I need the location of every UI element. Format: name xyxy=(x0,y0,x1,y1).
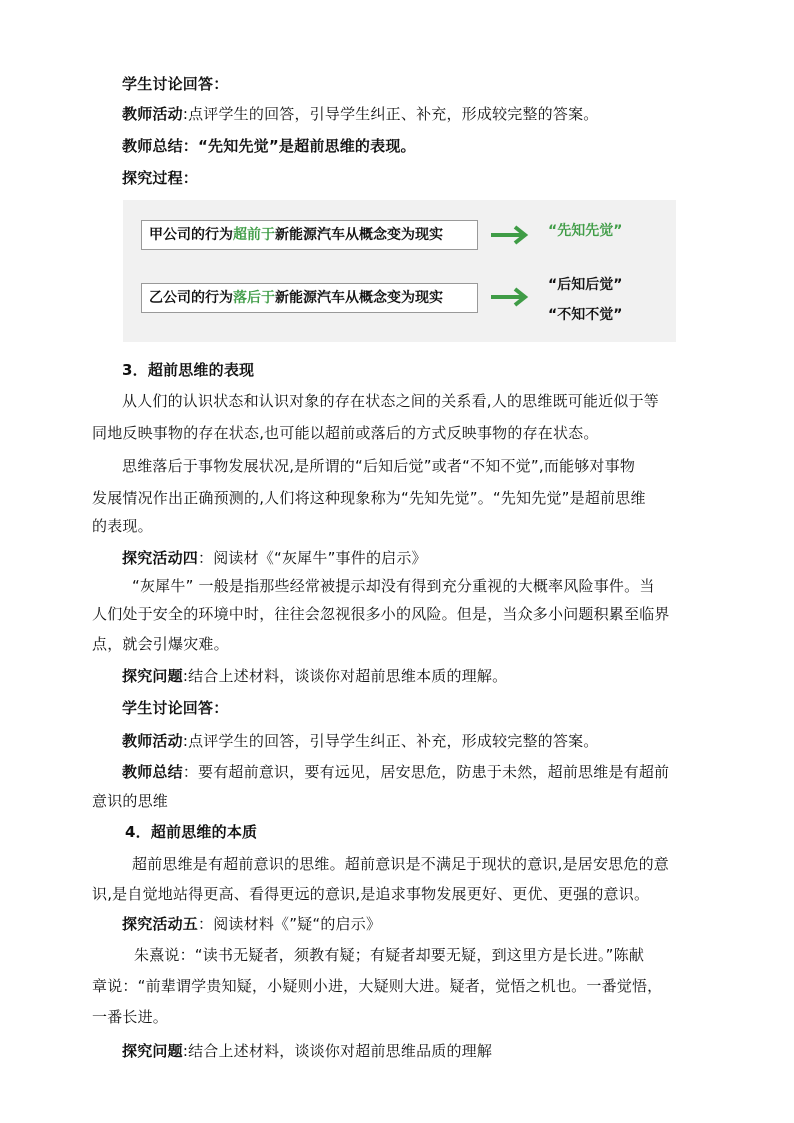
paragraph-line: 一番长进。 xyxy=(92,1008,169,1026)
paragraph-line: 人们处于安全的环境中时，往往会忽视很多小的风险。但是，当众多小问题积累至临界 xyxy=(92,605,670,623)
teacher-activity-line xyxy=(122,731,598,751)
paragraph-line: 超前思维是有超前意识的思维。超前意识是不满足于现状的意识,是居安思危的意 xyxy=(132,855,669,873)
teacher-activity-label: 教师活动 xyxy=(122,105,183,123)
teacher-summary-text: ：要有超前意识，要有远见，居安思危，防患于未然，超前思维是有超前 xyxy=(182,763,670,781)
paragraph-line: 识,是自觉地站得更高、看得更远的意识,是追求事物发展更好、更优、更强的意识。 xyxy=(92,885,650,903)
paragraph-line: 思维落后于事物发展状况,是所谓的“后知后觉”或者“不知不觉”,而能够对事物 xyxy=(122,457,636,475)
teacher-activity-text: :点评学生的回答，引导学生纠正、补充，形成较完整的答案。 xyxy=(182,105,599,123)
question-4-line xyxy=(122,666,507,686)
question-4-text: :结合上述材料，谈谈你对超前思维本质的理解。 xyxy=(182,667,508,685)
student-discussion-label: 学生讨论回答： xyxy=(122,699,229,717)
teacher-activity-label: 教师活动 xyxy=(122,732,183,750)
paragraph-line: 的表现。 xyxy=(92,517,153,535)
paragraph-line: 从人们的认识状态和认识对象的存在状态之间的关系看,人的思维既可能近似于等 xyxy=(122,392,659,410)
right-arrow-icon xyxy=(491,225,531,245)
result-hindsight: “后知后觉” xyxy=(548,277,623,293)
section-4-heading: 4．超前思维的本质 xyxy=(125,823,258,841)
teacher-summary-line: 教师总结：“先知先觉”是超前思维的表现。 xyxy=(122,137,416,155)
comparison-diagram xyxy=(123,200,676,342)
company-a-post: 新能源汽车从概念变为现实 xyxy=(275,227,443,243)
company-a-box xyxy=(141,220,478,250)
teacher-activity-line xyxy=(122,104,598,124)
company-a-highlight: 超前于 xyxy=(233,227,275,243)
teacher-summary-line xyxy=(122,762,669,782)
activity-5-text: ：阅读材料《”疑“的启示》 xyxy=(198,915,382,933)
question-5-line xyxy=(122,1041,492,1061)
company-a-pre: 甲公司的行为 xyxy=(149,227,233,243)
activity-5-line xyxy=(122,914,381,934)
question-5-text: :结合上述材料，谈谈你对超前思维品质的理解 xyxy=(182,1042,493,1060)
section-3-heading: 3．超前思维的表现 xyxy=(122,361,255,379)
activity-4-text: ：阅读材《“灰犀牛”事件的启示》 xyxy=(198,549,427,567)
result-foresight: “先知先觉” xyxy=(548,223,623,239)
teacher-activity-text: :点评学生的回答，引导学生纠正、补充，形成较完整的答案。 xyxy=(182,732,599,750)
student-discussion-label: 学生讨论回答： xyxy=(122,75,229,93)
paragraph-line: 章说：“前辈谓学贵知疑，小疑则小进，大疑则大进。疑者，觉悟之机也。一番觉悟， xyxy=(92,977,663,995)
result-unaware: “不知不觉” xyxy=(548,307,623,323)
company-b-post: 新能源汽车从概念变为现实 xyxy=(275,290,443,306)
company-b-pre: 乙公司的行为 xyxy=(149,290,233,306)
company-b-box xyxy=(141,283,478,313)
question-5-label: 探究问题 xyxy=(122,1042,183,1060)
activity-4-label: 探究活动四 xyxy=(122,549,199,567)
paragraph-line: 同地反映事物的存在状态,也可能以超前或落后的方式反映事物的存在状态。 xyxy=(92,424,599,442)
paragraph-line: 朱熹说：“读书无疑者，须教有疑；有疑者却要无疑，到这里方是长进。”陈献 xyxy=(134,946,645,964)
question-4-label: 探究问题 xyxy=(122,667,183,685)
activity-4-line xyxy=(122,548,427,568)
paragraph-line: “灰犀牛” 一般是指那些经常被提示却没有得到充分重视的大概率风险事件。当 xyxy=(132,577,655,595)
paragraph-line: 点，就会引爆灾难。 xyxy=(92,635,229,653)
exploration-process-label: 探究过程： xyxy=(122,169,199,187)
right-arrow-icon xyxy=(491,287,531,307)
company-b-highlight: 落后于 xyxy=(233,290,275,306)
teacher-summary-label: 教师总结 xyxy=(122,763,183,781)
activity-5-label: 探究活动五 xyxy=(122,915,199,933)
paragraph-line: 发展情况作出正确预测的,人们将这种现象称为“先知先觉”。“先知先觉”是超前思维 xyxy=(92,489,646,507)
paragraph-line: 意识的思维 xyxy=(92,792,169,810)
